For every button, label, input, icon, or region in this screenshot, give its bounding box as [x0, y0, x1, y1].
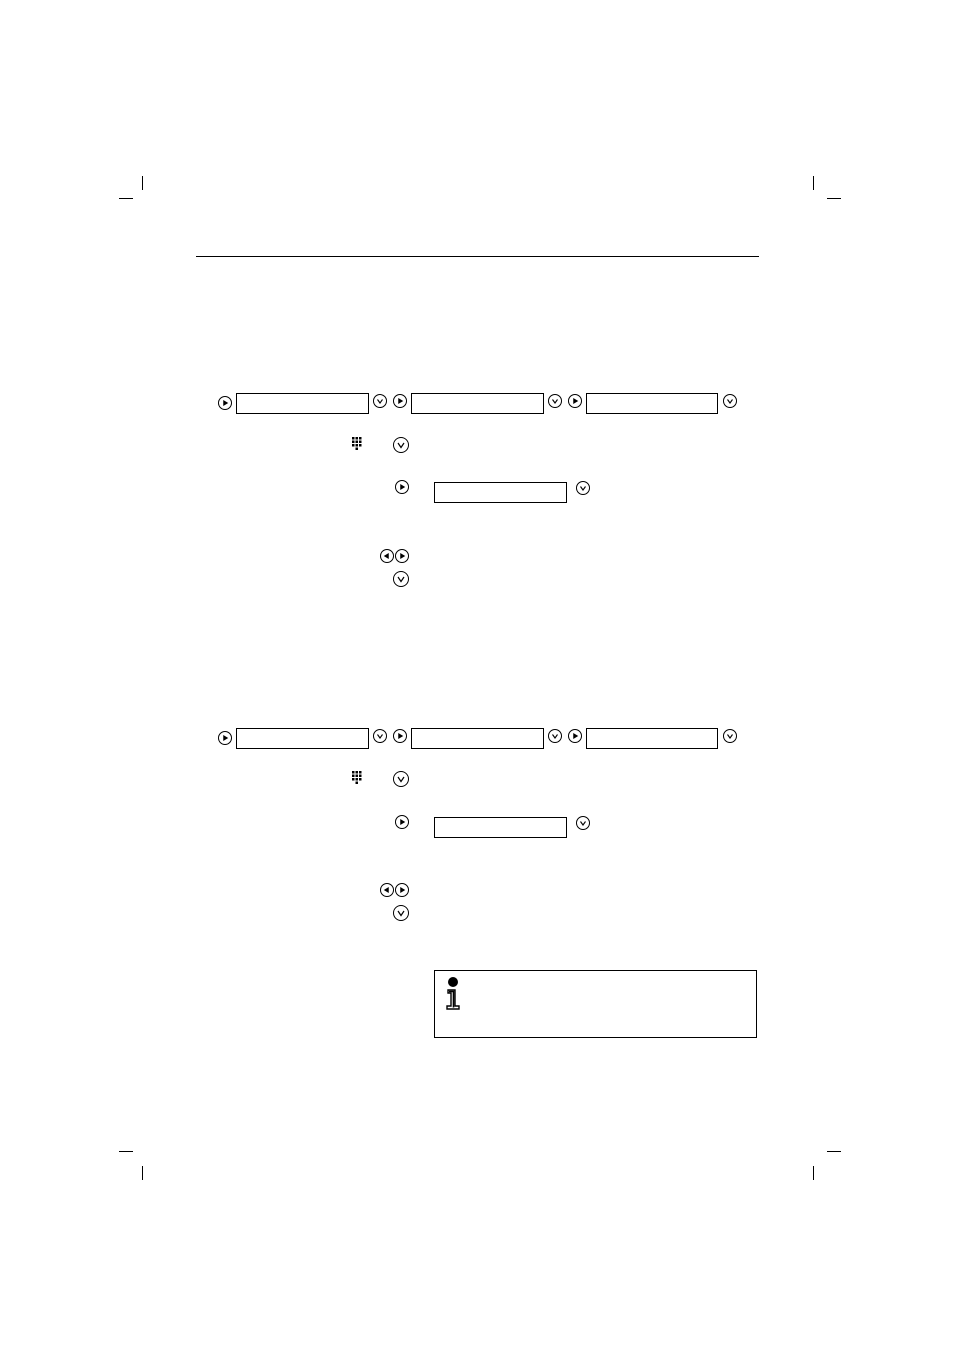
navigate-right-icon[interactable]	[395, 815, 409, 829]
confirm-icon[interactable]	[393, 437, 409, 453]
menu-field-1[interactable]	[236, 728, 369, 749]
crop-mark	[827, 198, 841, 199]
confirm-icon[interactable]	[393, 771, 409, 787]
info-note	[434, 970, 757, 1038]
crop-mark	[119, 198, 133, 199]
confirm-icon[interactable]	[393, 571, 409, 587]
submenu-field[interactable]	[434, 817, 567, 838]
confirm-icon[interactable]	[723, 729, 737, 743]
menu-field-3[interactable]	[586, 393, 718, 414]
confirm-icon[interactable]	[548, 729, 562, 743]
navigate-right-icon[interactable]	[568, 394, 582, 408]
menu-field-2[interactable]	[411, 728, 544, 749]
confirm-icon[interactable]	[576, 816, 590, 830]
navigate-left-icon[interactable]	[380, 883, 394, 897]
navigate-right-icon[interactable]	[395, 549, 409, 563]
keypad-icon	[352, 771, 362, 784]
navigate-left-icon[interactable]	[380, 549, 394, 563]
confirm-icon[interactable]	[393, 905, 409, 921]
navigate-right-icon[interactable]	[568, 729, 582, 743]
navigate-right-icon[interactable]	[393, 729, 407, 743]
navigate-right-icon[interactable]	[218, 731, 232, 745]
crop-mark	[142, 1166, 143, 1180]
confirm-icon[interactable]	[373, 394, 387, 408]
crop-mark	[813, 176, 814, 190]
header-rule	[196, 256, 759, 257]
menu-field-3[interactable]	[586, 728, 718, 749]
info-icon	[444, 976, 464, 1010]
navigate-right-icon[interactable]	[393, 394, 407, 408]
crop-mark	[827, 1151, 841, 1152]
confirm-icon[interactable]	[723, 394, 737, 408]
navigate-right-icon[interactable]	[395, 883, 409, 897]
submenu-field[interactable]	[434, 482, 567, 503]
navigate-right-icon[interactable]	[395, 480, 409, 494]
crop-mark	[142, 176, 143, 190]
navigate-right-icon[interactable]	[218, 396, 232, 410]
confirm-icon[interactable]	[548, 394, 562, 408]
confirm-icon[interactable]	[373, 729, 387, 743]
crop-mark	[119, 1151, 133, 1152]
confirm-icon[interactable]	[576, 481, 590, 495]
menu-field-2[interactable]	[411, 393, 544, 414]
menu-field-1[interactable]	[236, 393, 369, 414]
crop-mark	[813, 1166, 814, 1180]
keypad-icon	[352, 437, 362, 450]
